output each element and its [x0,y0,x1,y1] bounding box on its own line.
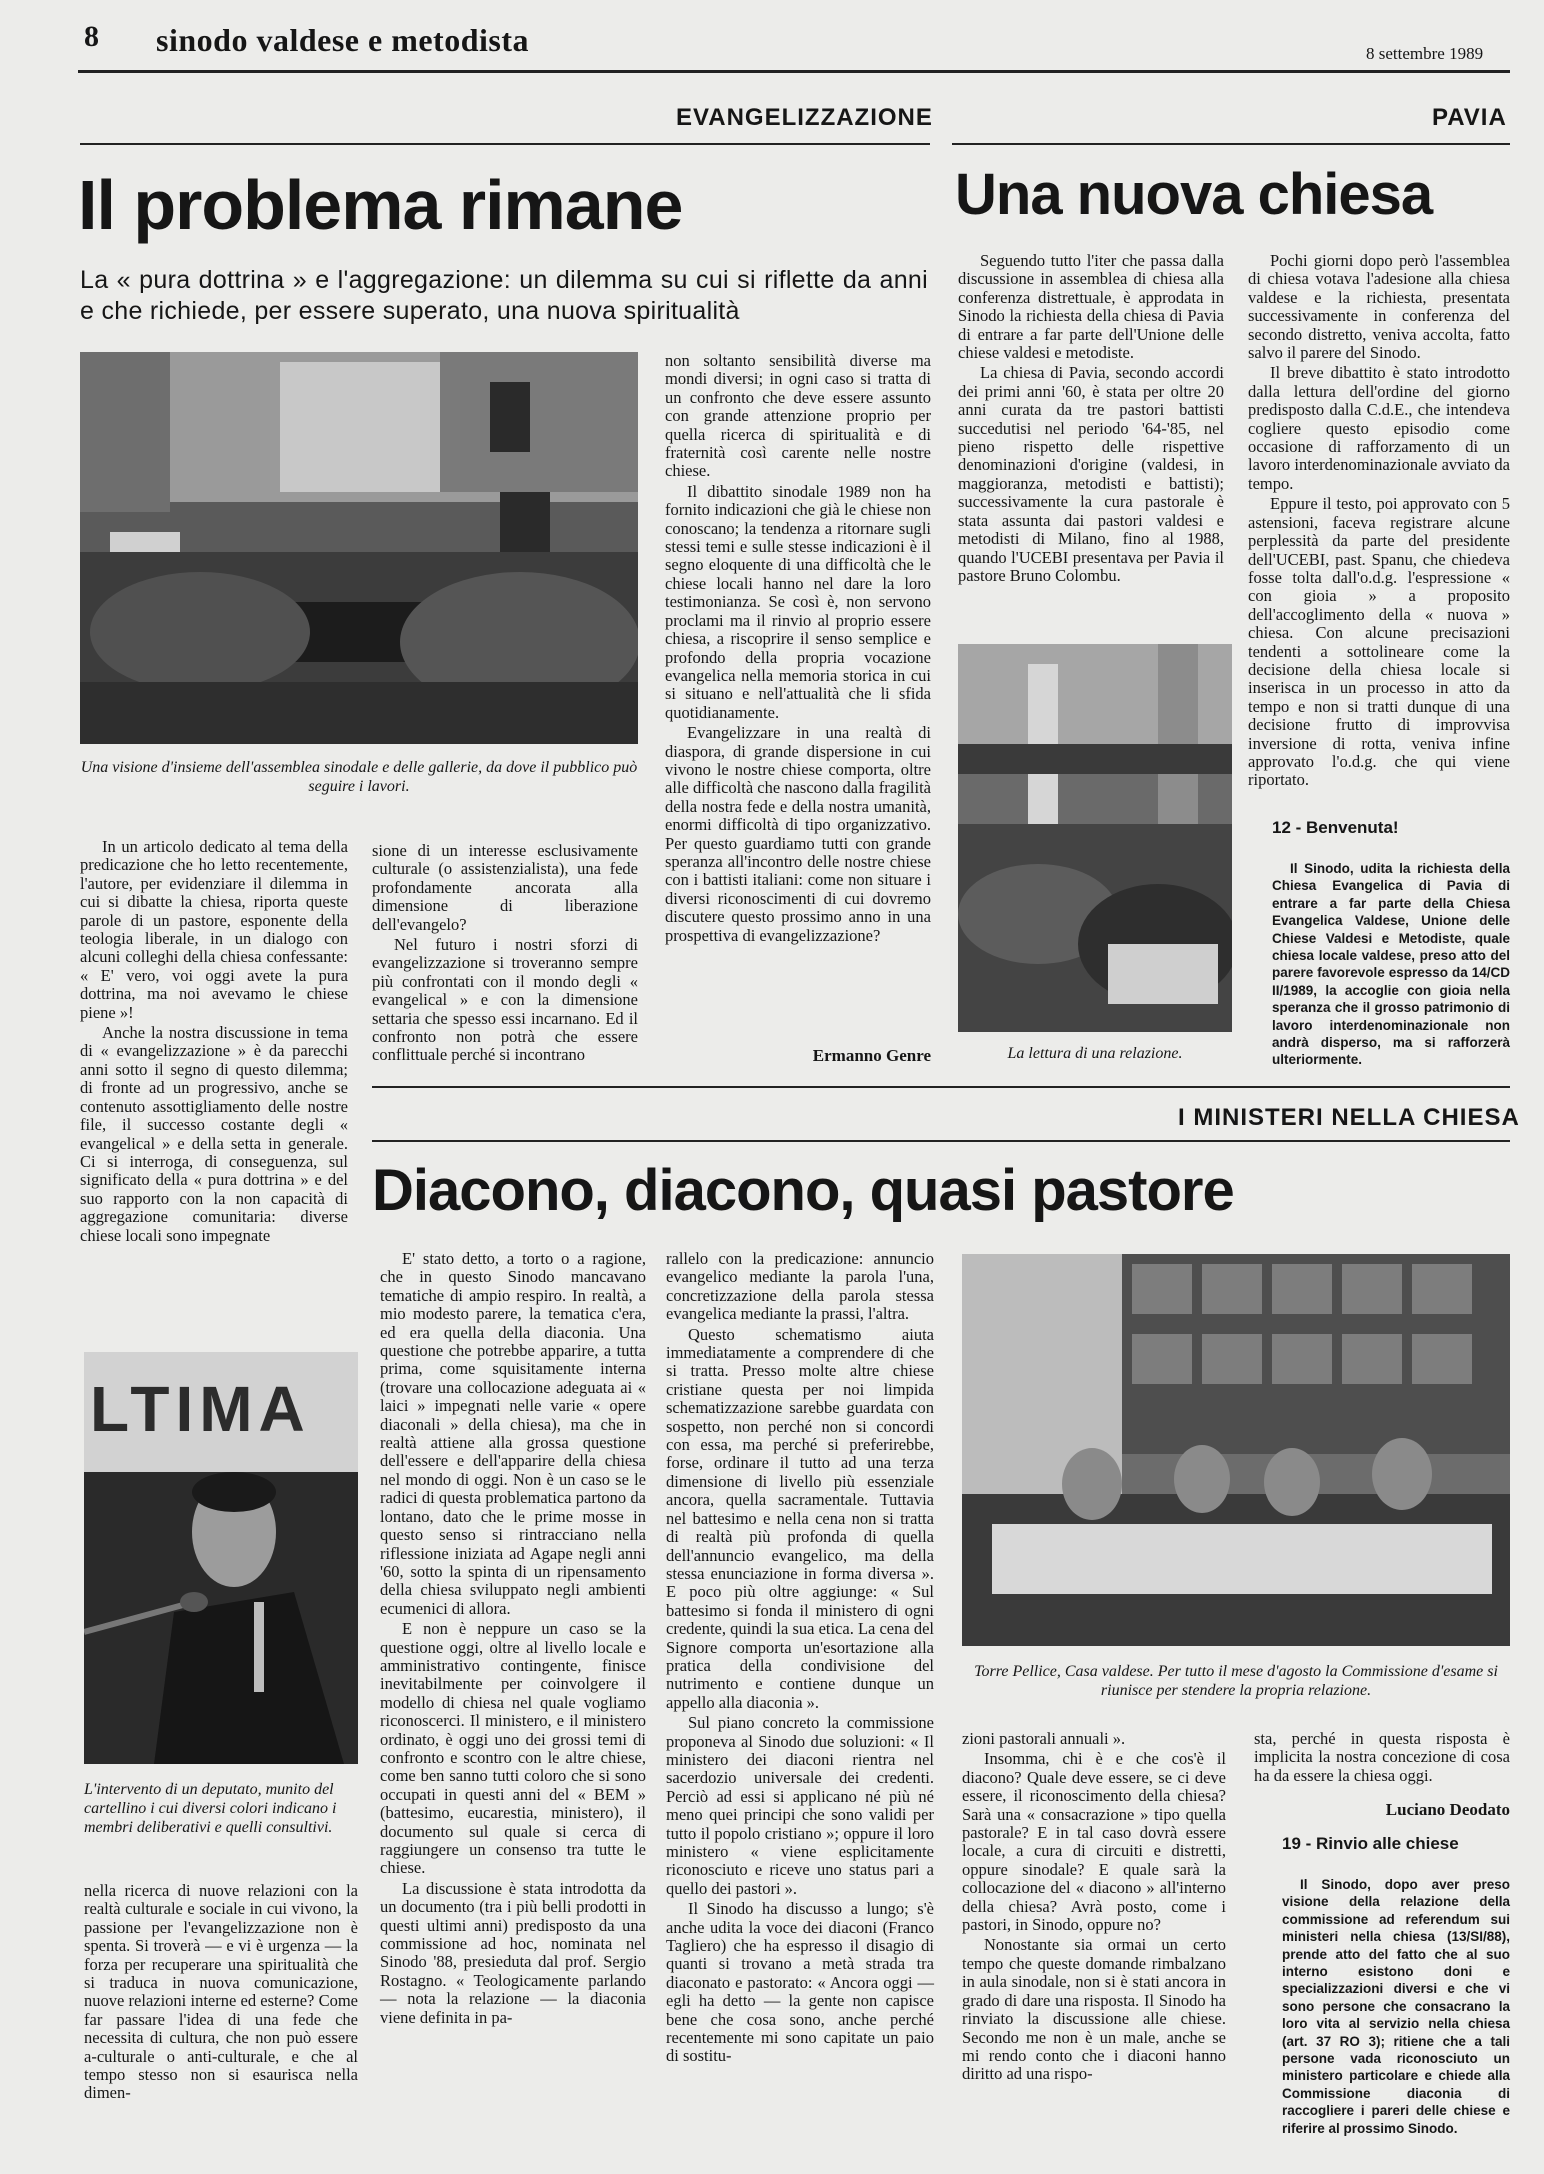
paragraph: nella ricerca di nuove relazioni con la realtà culturale e sociale in cui vivono, la passione per l'evangelizzazione non è spenta. Si troverà — e vi è urgenza — la forza per recuperare una spiritualità che si traduca in nuova comunicazione, nuove relazioni interne ed esterne? Come far passare l'idea di una fede che necessita di cultura, che non può essere a-culturale o anti-culturale, e che al tempo stesso non si esaurisca nella dimen- [84,1881,358,2103]
masthead: sinodo valdese e metodista [156,22,529,58]
section-rule-right [952,143,1510,145]
paragraph: Eppure il testo, poi approvato con 5 astensioni, faceva registrare alcune perplessità da parte del presidente dell'UCEBI, past. Spanu, che chiedeva fosse tolta dall'o.d.g. l'espressione « con gioia » a proposito dell'accoglimento della « nuova » chiesa. Con alcune precisazioni tendenti a sottolineare come la decisione della chiesa locale si inserisca in un processo in atto da tempo e non si tratti dunque di una decisione frutto di improvvisa inversione di rotta, veniva infine approvato l'o.d.g. che qui viene riportato. [1248,494,1510,790]
article1-column-1 [80,838,348,1245]
paragraph: Il dibattito sinodale 1989 non ha fornito indicazioni che già le chiese non conoscano; la tendenza a ritornare sugli stessi temi e sulle stesse indicazioni è il segno eloquente di una difficoltà che le chiese locali hanno nel dare la loro testimonianza. Se così è, non servono proclami ma il rinvio al proprio essere chiesa, a riscoprire il senso semplice e profondo della propria vocazione evangelica nella memoria storica in cui si situano e nell'attualità che li sfida quotidianamente. [665,481,931,722]
author-ermanno-genre: Ermanno Genre [812,1046,931,1065]
commissione-photo [962,1254,1510,1646]
paragraph: Il breve dibattito è stato introdotto dalla lettura dell'ordine del giorno predisposto dalla C.d.E., che intendeva cogliere questo episodio come occasione di rafforzamento di un lavoro interdenominazionale avviato da tempo. [1248,363,1510,493]
paragraph: sione di un interesse esclusivamente culturale (o assistenzialista), una fede profondamente ancorata alla dimensione di liberazione dell'evangelo? [372,841,638,934]
headline-diacono: Diacono, diacono, quasi pastore [372,1158,1234,1223]
paragraph: Sul piano concreto la commissione proponeva al Sinodo due soluzioni: « Il ministero dei diaconi rientra nel sacerdozio universale dei credenti. Perciò ad essi si applicano né più né meno quei principi che sono validi per tutto il popolo cristiano »; oppure il loro ministero « viene esplicitamente riconosciuto e riceve uno status pari a quello dei pastori ». [666,1713,934,1898]
relazione-photo-caption: La lettura di una relazione. [1007,1045,1183,1062]
article3-column-2 [666,1250,934,2066]
article3-column-1 [380,1250,646,2027]
header-rule [78,70,1510,73]
paragraph: Nel futuro i nostri sforzi di evangelizzazione si troveranno sempre più confrontati con il mondo degli « evangelical » e con la dimensione settaria che spesso essi incarnano. Ed il confronto non potrà che essere conflittuale perché si incontrano [372,935,638,1065]
odg-19-title: 19 - Rinvio alle chiese [1282,1834,1459,1853]
paragraph: In un articolo dedicato al tema della predicazione che ho letto recentemente, l'autore, per evidenziare il dilemma in cui si dibatte la chiesa, riporta queste parole di un pastore, esponente della teologia liberale, in un dialogo con alcuni colleghi della chiesa confessante: « E' vero, voi oggi avete la pura dottrina, ma noi avevamo le chiese piene »! [80,837,348,1022]
paragraph: rallelo con la predicazione: annuncio evangelico mediante la parola l'una, concretizzazione della parola stessa evangelica mediante la prassi, l'altra. [666,1249,934,1324]
article2-column-1 [958,252,1224,585]
paragraph: zioni pastorali annuali ». [962,1729,1126,1748]
odg-12-title: 12 - Benvenuta! [1272,818,1399,837]
odg-19-text [1282,1876,1510,2137]
section-label-pavia: PAVIA [1432,104,1507,131]
commissione-photo-caption: Torre Pellice, Casa valdese. Per tutto il mese d'agosto la Commissione d'esame si riunisce per stendere la propria relazione. [974,1663,1498,1699]
assembly-photo [80,352,638,744]
article2-column-2 [1248,252,1510,790]
issue-date: 8 settembre 1989 [1366,44,1484,63]
assembly-photo-caption: Una visione d'insieme dell'assemblea sinodale e delle gallerie, da dove il pubblico può seguire i lavori. [80,759,638,795]
paragraph: Nonostante sia ormai un certo tempo che queste domande rimbalzano in aula sinodale, non si è stati ancora in grado di dare una risposta. Il Sinodo ha rinviato la discussione alle chiese. Secondo me non è un male, anche se mi rendo conto che i diaconi hanno diritto ad una rispo- [962,1935,1226,2084]
relazione-photo [958,644,1232,1032]
paragraph: Anche la nostra discussione in tema di « evangelizzazione » è da parecchi anni sotto il segno di questo dilemma; di fronte ad un progressivo, anche se contenuto assottigliamento delle nostre file, il successo costante degli « evangelical » e della setta in generale. Ci si interroga, di conseguenza, sul significato della « pura dottrina » e del suo rapporto con la non capacità di aggregazione comunitaria: diverse chiese locali sono impegnate [80,1023,348,1245]
paragraph: Il Sinodo, udita la richiesta della Chiesa Evangelica di Pavia di entrare a far parte della Chiesa Evangelica Valdese, Unione delle Chiese Valdesi e Metodiste, quale chiesa locale valdese, preso atto del parere favorevole espresso da 14/CD II/1989, la accoglie con gioia nella speranza che il grosso patrimonio di lavoro interdenominazionale non andrà disperso, ma si rafforzerà ulteriormente. [1272,861,1510,1068]
paragraph: Questo schematismo aiuta immediatamente a comprendere di che si tratta. Presso molte altre chiese cristiane questa per noi limpida schematizzazione sarebbe guardata con sospetto, non perché non si concordi con essa, ma perché si preferirebbe, forse, ordinare il tutto ad una terza dimensione di livello più essenziale ancora, quella sacramentale. Tuttavia nel battesimo e nella cena non si tratta di realtà più profonda di quella dell'annuncio evangelico, ma della stessa enunciazione in forma diversa ». E poco più oltre aggiunge: « Sul battesimo si fonda il ministero di ogni credente, quindi la sua etica. La cena del Signore comporta un'esortazione alla pratica della condivisione del nutrimento e contiene dunque un appello alla diaconia ». [666,1324,934,1712]
odg-12-text [1272,860,1510,1069]
paragraph: Evangelizzare in una realtà di diaspora, di grande dispersione in cui vivono le nostre chiese comporta, oltre alle difficoltà che nascono dalla fragilità della nostra fede e della nostra umanità, enormi difficoltà di tipo organizzativo. Per questo guardiamo tutti con grande speranza all'incontro delle nostre chiese con i battisti italiani: come non situare i diversi riconoscimenti di cui dovremo discutere questo prossimo anno in una prospettiva di evangelizzazione? [665,723,931,945]
paragraph: Il Sinodo ha discusso a lungo; s'è anche udita la voce dei diaconi (Franco Tagliero) che ha espresso il disagio di quanti si trovano a metà strada tra diaconato e pastorato: « Ancora oggi — egli ha detto — la gente non capisce bene che cosa sono, anche perché recentemente mi sono capitate un paio di sostitu- [666,1899,934,2066]
paragraph: La chiesa di Pavia, secondo accordi dei primi anni '60, è stata per oltre 20 anni curata da tre pastori battisti succedutisi nel periodo '64-'85, nel pieno rispetto delle rispettive denominazioni d'origine (valdesi, in maggioranza, metodisti e battisti); successivamente la cura pastorale è stata assunta dai pastori valdesi e metodisti di Milano, fino al 1988, quando l'UCEBI presentava per Pavia il pastore Bruno Colombu. [958,363,1224,585]
article-deck: La « pura dottrina » e l'aggregazione: un dilemma su cui si riflette da anni e che richiede, per essere superato, una nuova spiritualità [80,266,928,325]
paragraph: sta, perché in questa risposta è implicita la nostra concezione di cosa ha da essere la chiesa oggi. [1254,1729,1510,1785]
article3-column-3 [962,1730,1226,2084]
section-label-evangelizzazione: EVANGELIZZAZIONE [676,104,933,131]
page-number: 8 [84,20,99,53]
headline-il-problema-rimane: Il problema rimane [78,166,683,244]
deputato-photo-sign: LTIMA [90,1373,311,1445]
paragraph: non soltanto sensibilità diverse ma mondi diversi; in ogni caso si tratta di un confronto che deve essere assunto con grande attenzione proprio per quella ricerca di spiritualità e di fraternità così carente nelle nostre chiese. [665,351,931,481]
article1-column-1-continued [84,1882,358,2103]
section-rule-left [80,143,930,145]
deputato-photo-caption: L'intervento di un deputato, munito del cartellino i cui diversi colori indicano i membri deliberativi e quelli consultivi. [84,1781,337,1836]
paragraph: E non è neppure un caso se la questione oggi, oltre al livello locale e amministrativo contingente, finisce inevitabilmente per coinvolgere il modello di chiesa nel quale vogliamo riconoscerci. Il ministero, e il ministero ordinato, è oggi uno dei grossi temi di confronto e scontro con le altre chiese, come ben sanno tutti coloro che si sono occupati in questi anni del « BEM » (battesimo, eucarestia, ministero), il documento sul quale si cerca di raggiungere un consenso tra tutte le chiese. [380,1619,646,1878]
deputato-photo [84,1352,358,1764]
paragraph: Il Sinodo, dopo aver preso visione della relazione della commissione ad referendum sui ministeri nella chiesa (13/SI/88), prende atto del fatto che al suo interno esistono doni e specializzazioni diversi e che vi sono persone che consacrano la loro vita al servizio nella chiesa (art. 37 RO 3); ritiene che a tali persone vada riconosciuto un ministero particolare e chiede alla Commissione diaconia di raccogliere i pareri delle chiese e riferire al prossimo Sinodo. [1282,1877,1510,2136]
section-rule-ministeri [372,1140,1510,1142]
article1-column-2 [372,842,638,1065]
section-label-ministeri: I MINISTERI NELLA CHIESA [1178,1104,1520,1131]
headline-una-nuova-chiesa: Una nuova chiesa [955,162,1433,227]
paragraph: Seguendo tutto l'iter che passa dalla discussione in assemblea di chiesa alla conferenza distrettuale, è approdata in Sinodo la richiesta della chiesa di Pavia di entrare a far parte dell'Unione delle chiese valdesi e metodiste. [958,251,1224,363]
paragraph: Pochi giorni dopo però l'assemblea di chiesa votava l'adesione alla chiesa valdese e la richiesta, presentata successivamente in conferenza del secondo distretto, veniva accolta, fatto salvo il parere del Sinodo. [1248,251,1510,363]
paragraph: E' stato detto, a torto o a ragione, che in questo Sinodo mancavano tematiche di ampio respiro. In realtà, a mio modesto parere, la tematica c'era, ed era quella della diaconia. Una questione che potrebbe apparire, a tutta prima, come squisitamente interna (trovare una collocazione adeguata ai « laici » impegnati nelle varie « opere diaconali » della chiesa), ma che in realtà attiene alla grossa questione dell'essere e dell'apparire della chiesa nel mondo di oggi. Non è un caso se le radici di questa problematica partono da lontano, dato che le prime mosse in questo senso si rintracciano nella riflessione iniziata ad Agape negli anni '60, sotto la spinta di un ripensamento della chiesa sviluppato negli ambienti ecumenici di allora. [380,1249,646,1618]
author-luciano-deodato: Luciano Deodato [1385,1800,1510,1819]
paragraph: La discussione è stata introdotta da un documento (tra i più belli prodotti in questi ultimi anni) predisposto da una commissione ad hoc, nominata nel Sinodo '88, presieduta dal prof. Sergio Rostagno. « Teologicamente parlando — nota la relazione — la diaconia viene definita in pa- [380,1878,646,2027]
paragraph: Insomma, chi è e che cos'è il diacono? Quale deve essere, se ci deve essere, il riconoscimento della chiesa? Sarà una « consacrazione » tipo quella pastorale? E in tal caso dovrà essere locale, a cura di circuiti e distretti, oppure sinodale? E quale sarà la collocazione del « diacono » all'interno della chiesa? Avrà posto, come i pastori, in Sinodo, oppure no? [962,1749,1226,1935]
article1-column-3 [665,352,931,945]
section-divider [372,1086,1510,1088]
article3-column-4 [1254,1730,1510,1785]
